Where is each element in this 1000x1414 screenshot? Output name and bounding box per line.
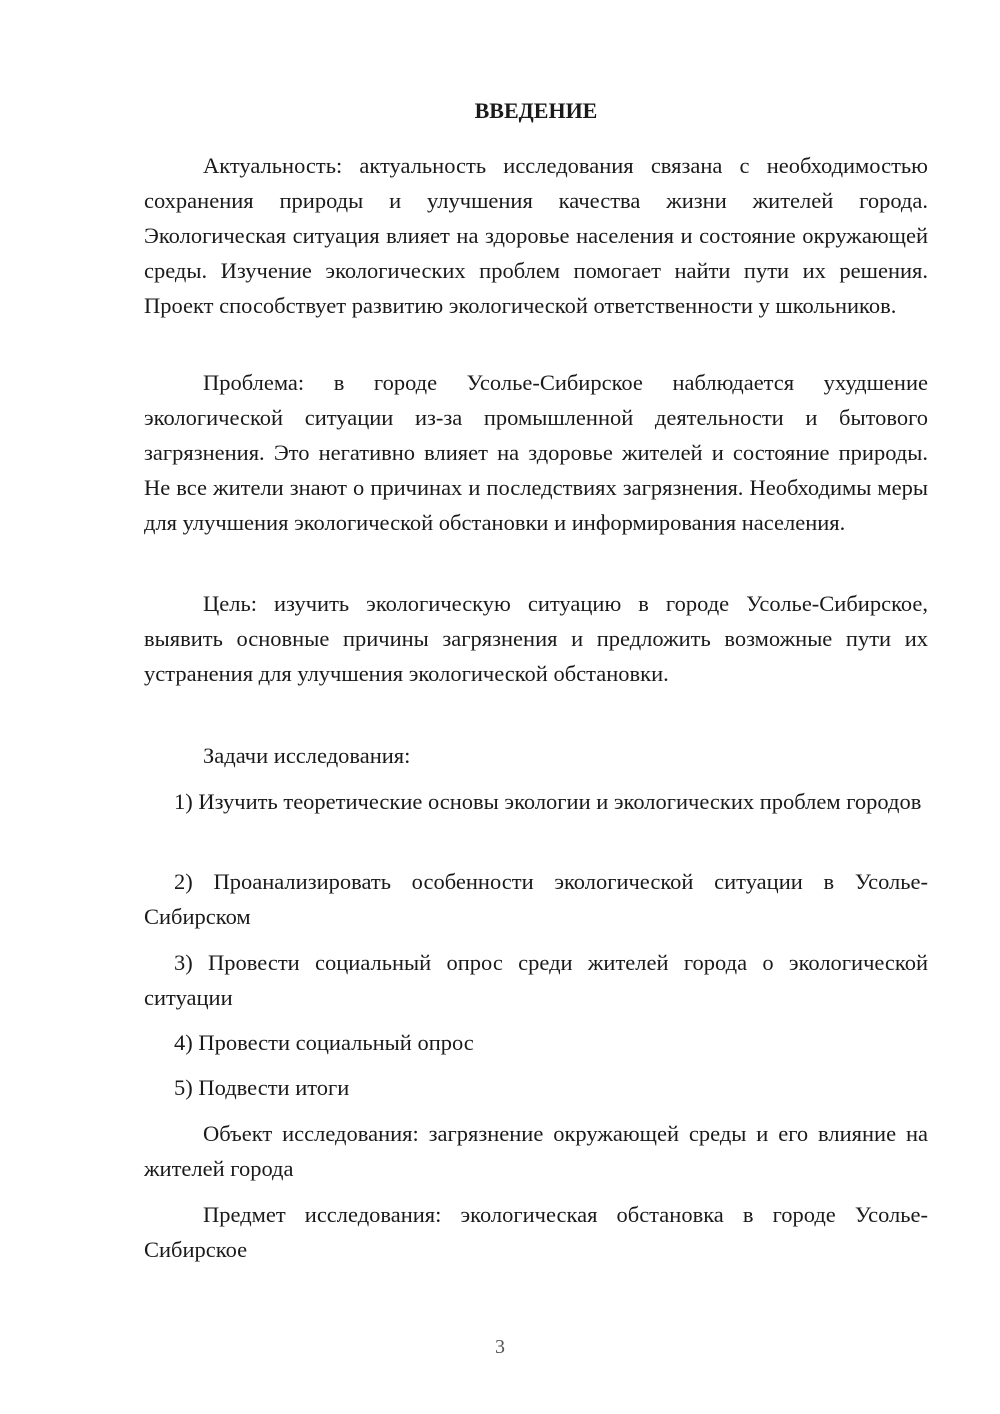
relevance-paragraph: Актуальность: актуальность исследования связана с необходимостью сохранения природы и улучшения качества жизни жителей города. Экологическая ситуация влияет на здоровье населения и состояние окружающей среды. Изучение экологических проблем помогает найти пути их решения. Проект способствует развитию экологической ответственности у школьников. — [144, 153, 928, 318]
page-title: ВВЕДЕНИЕ — [474, 98, 598, 123]
object-paragraph: Объект исследования: загрязнение окружающей среды и его влияние на жителей города — [144, 1121, 928, 1181]
subject-paragraph: Предмет исследования: экологическая обстановка в городе Усолье-Сибирское — [144, 1202, 928, 1262]
list-item: 1) Изучить теоретические основы экологии и экологических проблем городов — [174, 789, 922, 814]
problem-paragraph: Проблема: в городе Усолье-Сибирское наблюдается ухудшение экологической ситуации из-за промышленной деятельности и бытового загрязнения. Это негативно влияет на здоровье жителей и состояние природы. Не все жители знают о причинах и последствиях загрязнения. Необходимы меры для улучшения экологической обстановки и информирования населения. — [144, 370, 928, 535]
tasks-heading: Задачи исследования: — [203, 743, 411, 768]
list-item: 2) Проанализировать особенности экологической ситуации в Усолье-Сибирском — [144, 869, 928, 929]
list-item: 3) Провести социальный опрос среди жителей города о экологической ситуации — [144, 950, 928, 1010]
list-item: 5) Подвести итоги — [174, 1075, 350, 1100]
page-number: 3 — [495, 1336, 505, 1358]
goal-paragraph: Цель: изучить экологическую ситуацию в городе Усолье-Сибирское, выявить основные причины загрязнения и предложить возможные пути их устранения для улучшения экологической обстановки. — [144, 591, 928, 686]
list-item: 4) Провести социальный опрос — [174, 1030, 474, 1055]
